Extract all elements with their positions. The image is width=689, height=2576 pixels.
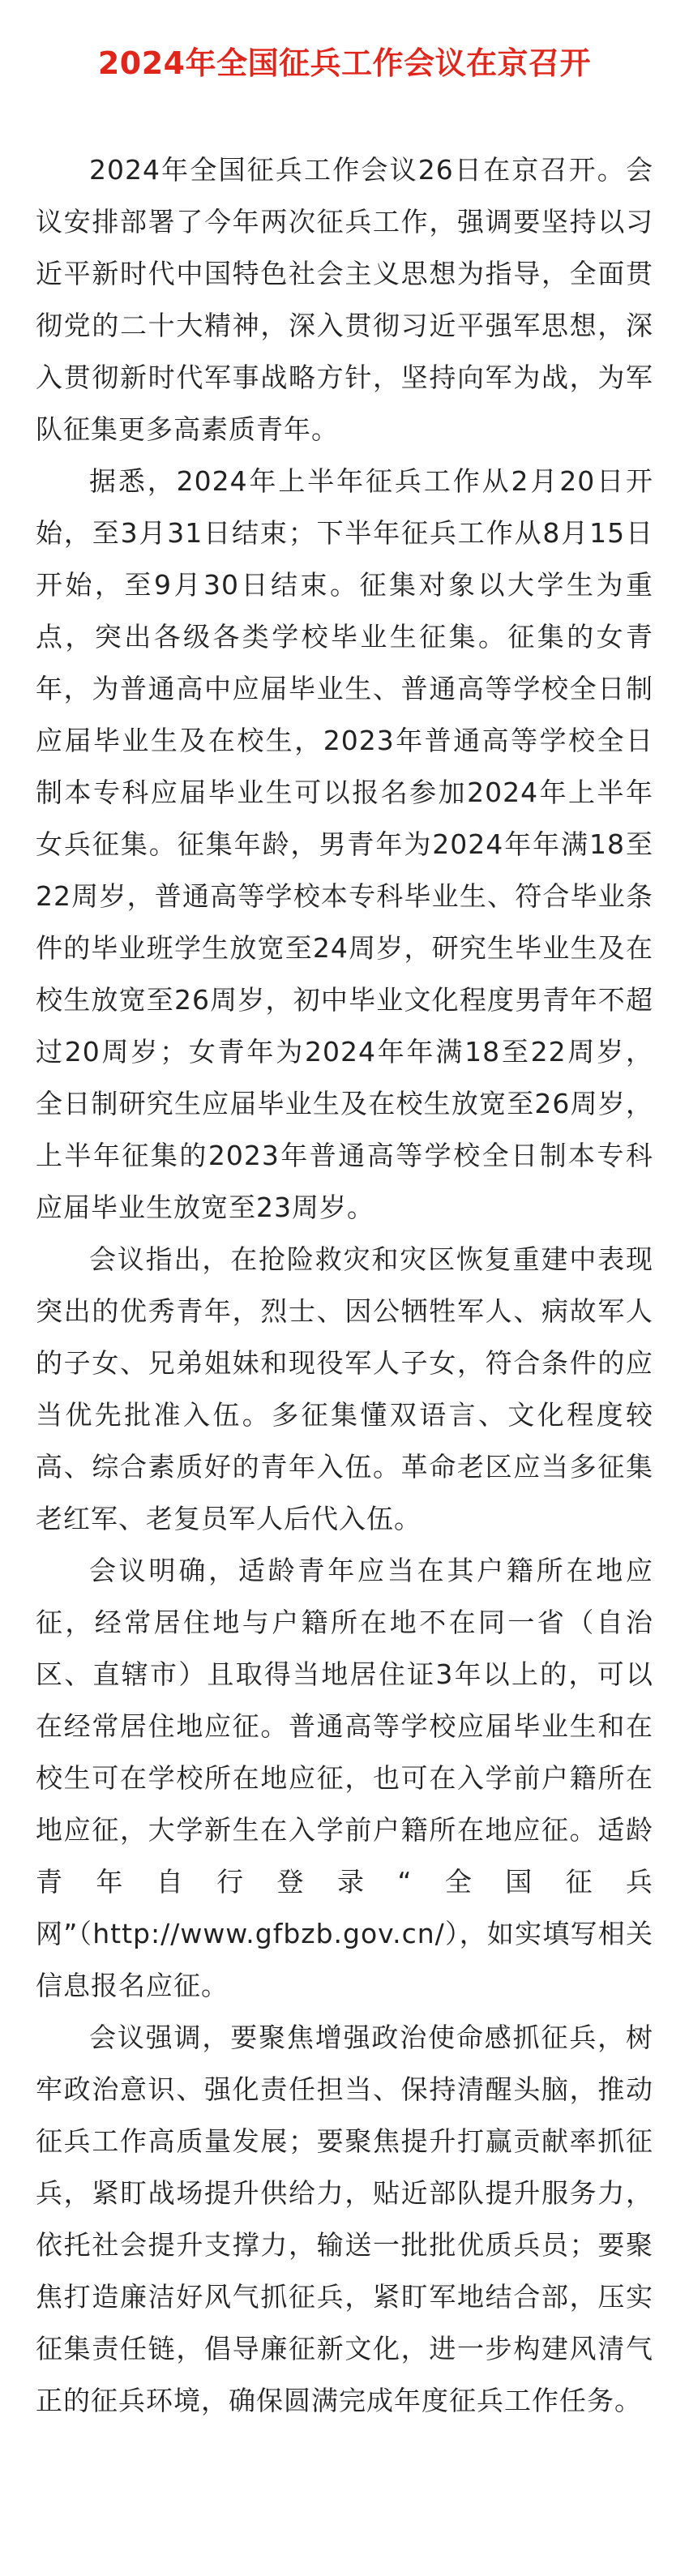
article-title: 2024年全国征兵工作会议在京召开 — [97, 45, 592, 81]
article-paragraph: 据悉，2024年上半年征兵工作从2月20日开始，至3月31日结束；下半年征兵工作从8月15日开始，至9月30日结束。征集对象以大学生为重点，突出各级各类学校毕业生征集。征集的女青年，为普通高中应届毕业生、普通高等学校全日制应届毕业生及在校生，2023年普通高等学校全日制本专科应届毕业生可以报名参加2024年上半年女兵征集。征集年龄，男青年为2024年年满18至22周岁，普通高等学校本专科毕业生、符合毕业条件的毕业班学生放宽至24周岁，研究生毕业生及在校生放宽至26周岁，初中毕业文化程度男青年不超过20周岁；女青年为2024年年满18至22周岁，全日制研究生应届毕业生及在校生放宽至26周岁，上半年征集的2023年普通高等学校全日制本专科应届毕业生放宽至23周岁。 — [36, 465, 653, 1223]
article-paragraph: 会议明确，适龄青年应当在其户籍所在地应征，经常居住地与户籍所在地不在同一省（自治区、直辖市）且取得当地居住证3年以上的，可以在经常居住地应征。普通高等学校应届毕业生和在校生可在学校所在地应征，也可在入学前户籍所在地应征，大学新生在入学前户籍所在地应征。适龄青年自行登录“全国征兵网”（http://www.gfbzb.gov.cn/），如实填写相关信息报名应征。 — [36, 1555, 653, 2001]
article-body — [36, 144, 653, 2427]
article-paragraph: 会议强调，要聚焦增强政治使命感抓征兵，树牢政治意识、强化责任担当、保持清醒头脑，推动征兵工作高质量发展；要聚焦提升打赢贡献率抓征兵，紧盯战场提升供给力，贴近部队提升服务力，依托社会提升支撑力，输送一批批优质兵员；要聚焦打造廉洁好风气抓征兵，紧盯军地结合部，压实征集责任链，倡导廉征新文化，进一步构建风清气正的征兵环境，确保圆满完成年度征兵工作任务。 — [36, 2022, 653, 2416]
article-paragraph: 2024年全国征兵工作会议26日在京召开。会议安排部署了今年两次征兵工作，强调要坚持以习近平新时代中国特色社会主义思想为指导，全面贯彻党的二十大精神，深入贯彻习近平强军思想，深入贯彻新时代军事战略方针，坚持向军为战，为军队征集更多高素质青年。 — [36, 154, 653, 445]
article-paragraph: 会议指出，在抢险救灾和灾区恢复重建中表现突出的优秀青年，烈士、因公牺牲军人、病故军人的子女、兄弟姐妹和现役军人子女，符合条件的应当优先批准入伍。多征集懂双语言、文化程度较高、综合素质好的青年入伍。革命老区应当多征集老红军、老复员军人后代入伍。 — [36, 1243, 653, 1534]
